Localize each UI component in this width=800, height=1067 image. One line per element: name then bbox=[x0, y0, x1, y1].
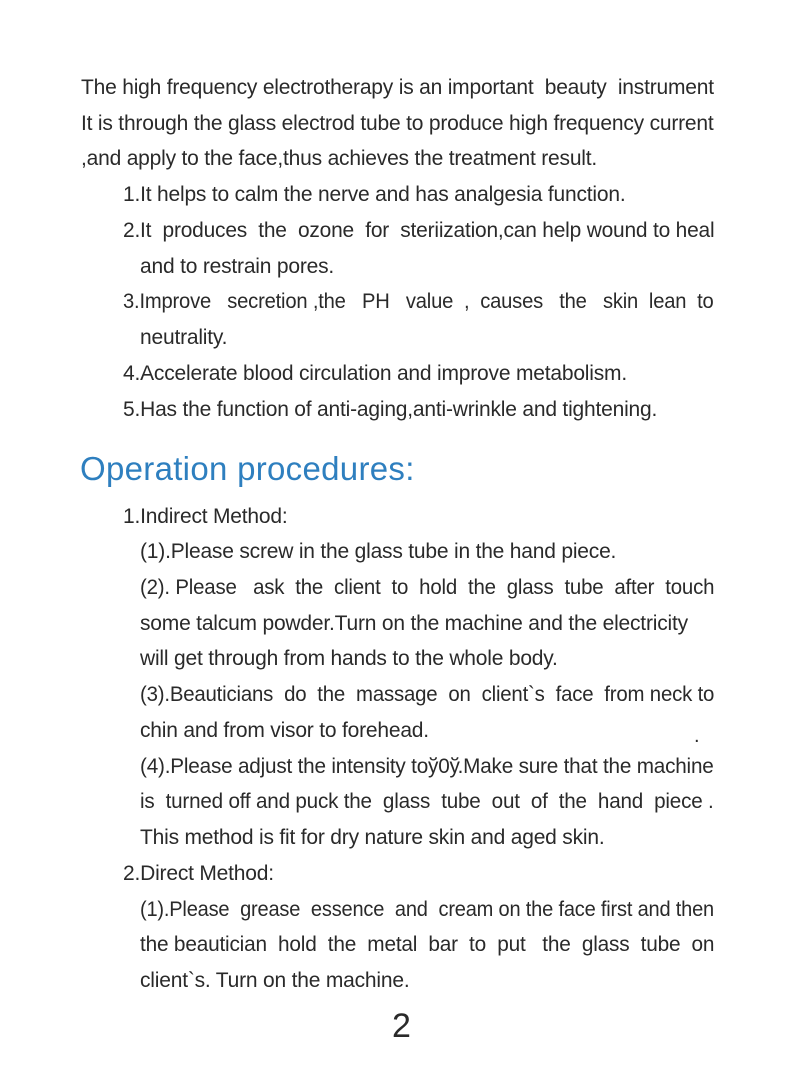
benefit-item-4: 4.Accelerate blood circulation and improve metabolism. bbox=[123, 362, 627, 385]
indirect-step-4-continued: is turned off and puck the glass tube out of the hand piece . bbox=[140, 790, 714, 813]
benefit-item-5: 5.Has the function of anti-aging,anti-wrinkle and tightening. bbox=[123, 398, 658, 421]
benefit-item-1: 1.It helps to calm the nerve and has analgesia function. bbox=[123, 183, 626, 206]
indirect-step-2-continued: will get through from hands to the whole body. bbox=[140, 647, 558, 670]
intro-line-2: It is through the glass electrod tube to produce high frequency current bbox=[81, 112, 714, 135]
intro-line-1: The high frequency electrotherapy is an important beauty instrument bbox=[81, 76, 714, 99]
benefit-item-2-continued: and to restrain pores. bbox=[140, 255, 335, 278]
direct-step-1: (1).Please grease essence and cream on the face first and then bbox=[140, 898, 714, 921]
intro-line-3: ,and apply to the face,thus achieves the treatment result. bbox=[81, 147, 598, 170]
indirect-step-2: (2). Please ask the client to hold the glass tube after touch bbox=[140, 576, 715, 599]
stray-dot-mark: . bbox=[694, 725, 700, 747]
direct-step-1-continued: the beautician hold the metal bar to put the glass tube on bbox=[140, 933, 715, 956]
benefit-item-3: 3.Improve secretion ,the PH value , causes the skin lean to bbox=[123, 290, 714, 313]
indirect-method-title: 1.Indirect Method: bbox=[123, 505, 288, 528]
indirect-step-4-continued: This method is fit for dry nature skin and aged skin. bbox=[140, 826, 605, 849]
direct-method-title: 2.Direct Method: bbox=[123, 862, 274, 885]
direct-step-1-continued: client`s. Turn on the machine. bbox=[140, 969, 410, 992]
indirect-step-4: (4).Please adjust the intensity toў0ў.Make sure that the machine bbox=[140, 755, 714, 778]
indirect-step-1: (1).Please screw in the glass tube in the hand piece. bbox=[140, 540, 617, 563]
benefit-item-3-continued: neutrality. bbox=[140, 326, 228, 349]
indirect-step-2-continued: some talcum powder.Turn on the machine and the electricity bbox=[140, 612, 688, 635]
benefit-item-2: 2.It produces the ozone for steriization,can help wound to heal bbox=[123, 219, 715, 242]
indirect-step-3-continued: chin and from visor to forehead. bbox=[140, 719, 429, 742]
section-heading: Operation procedures: bbox=[80, 450, 415, 487]
indirect-step-3: (3).Beauticians do the massage on client`s face from neck to bbox=[140, 683, 715, 706]
page-number: 2 bbox=[392, 1007, 411, 1045]
